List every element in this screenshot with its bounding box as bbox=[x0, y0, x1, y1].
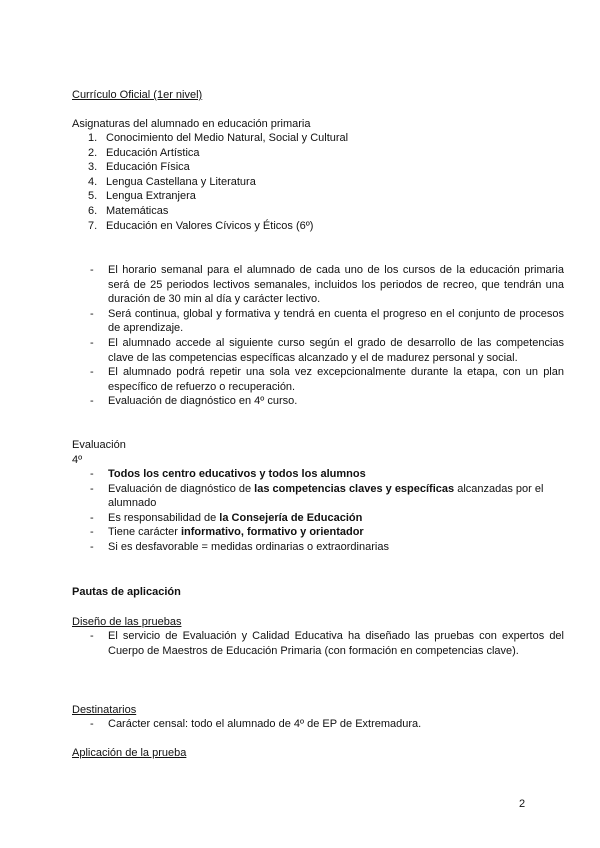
list-item: 6. Matemáticas bbox=[88, 204, 169, 217]
list-item: - Todos los centro educativos y todos los alumnos bbox=[90, 468, 366, 480]
evaluacion-bullets bbox=[72, 467, 564, 555]
diseno-heading: Diseño de las pruebas bbox=[72, 616, 182, 628]
list-item: 5. Lengua Extranjera bbox=[88, 190, 196, 203]
destinatarios-heading: Destinatarios bbox=[72, 704, 137, 716]
list-item: 4. Lengua Castellana y Literatura bbox=[88, 175, 256, 188]
list-item: - Tiene carácter informativo, formativo y orientador bbox=[90, 526, 364, 539]
list-item: - Si es desfavorable = medidas ordinarias o extraordinarias bbox=[90, 540, 389, 553]
document-page bbox=[72, 0, 564, 848]
evaluacion-grade: 4º bbox=[72, 454, 83, 466]
aplicacion-heading: Aplicación de la prueba bbox=[72, 747, 187, 759]
list-item: - El alumnado accede al siguiente curso según el grado de desarrollo de las competencias clave de las competencias específicas alcanzado y el de madurez personal y social. bbox=[90, 336, 564, 364]
list-item: 1. Conocimiento del Medio Natural, Social y Cultural bbox=[88, 132, 349, 144]
list-item: 3. Educación Física bbox=[88, 161, 190, 174]
subjects-intro: Asignaturas del alumnado en educación primaria bbox=[72, 118, 311, 130]
list-item: - Carácter censal: todo el alumnado de 4º de EP de Extremadura. bbox=[90, 718, 422, 730]
list-item: - Evaluación de diagnóstico de las competencias claves y específicas alcanzadas por el alumnado bbox=[90, 482, 544, 510]
list-item: - Es responsabilidad de la Consejería de Educación bbox=[90, 511, 363, 524]
list-item: - Evaluación de diagnóstico en 4º curso. bbox=[90, 395, 298, 408]
list-item: - Será continua, global y formativa y tendrá en cuenta el progreso en el conjunto de procesos de aprendizaje. bbox=[90, 307, 564, 335]
diseno-bullets bbox=[72, 629, 564, 658]
curriculum-heading: Currículo Oficial (1er nivel) bbox=[72, 89, 203, 101]
list-item: - El alumnado podrá repetir una sola vez excepcionalmente durante la etapa, con un plan específico de refuerzo o recuperación. bbox=[90, 366, 564, 393]
curriculum-bullets bbox=[72, 263, 564, 409]
list-item: 2. Educación Artística bbox=[88, 146, 200, 159]
subjects-list bbox=[72, 131, 562, 233]
destinatarios-bullets bbox=[72, 717, 564, 732]
evaluacion-heading: Evaluación bbox=[72, 439, 126, 451]
list-item: - El servicio de Evaluación y Calidad Educativa ha diseñado las pruebas con expertos del Cuerpo de Maestros de Educación Primaria (con formación en competencias clave). bbox=[90, 630, 564, 657]
list-item: 7. Educación en Valores Cívicos y Éticos (6º) bbox=[88, 219, 314, 232]
page-number: 2 bbox=[519, 798, 526, 810]
pautas-heading: Pautas de aplicación bbox=[72, 586, 181, 598]
list-item: - El horario semanal para el alumnado de cada uno de los cursos de la educación primaria será de 25 periodos lectivos semanales, incluidos los periodos de recreo, que tendrán una duración de 30 min al día y carácter lectivo. bbox=[90, 264, 564, 306]
